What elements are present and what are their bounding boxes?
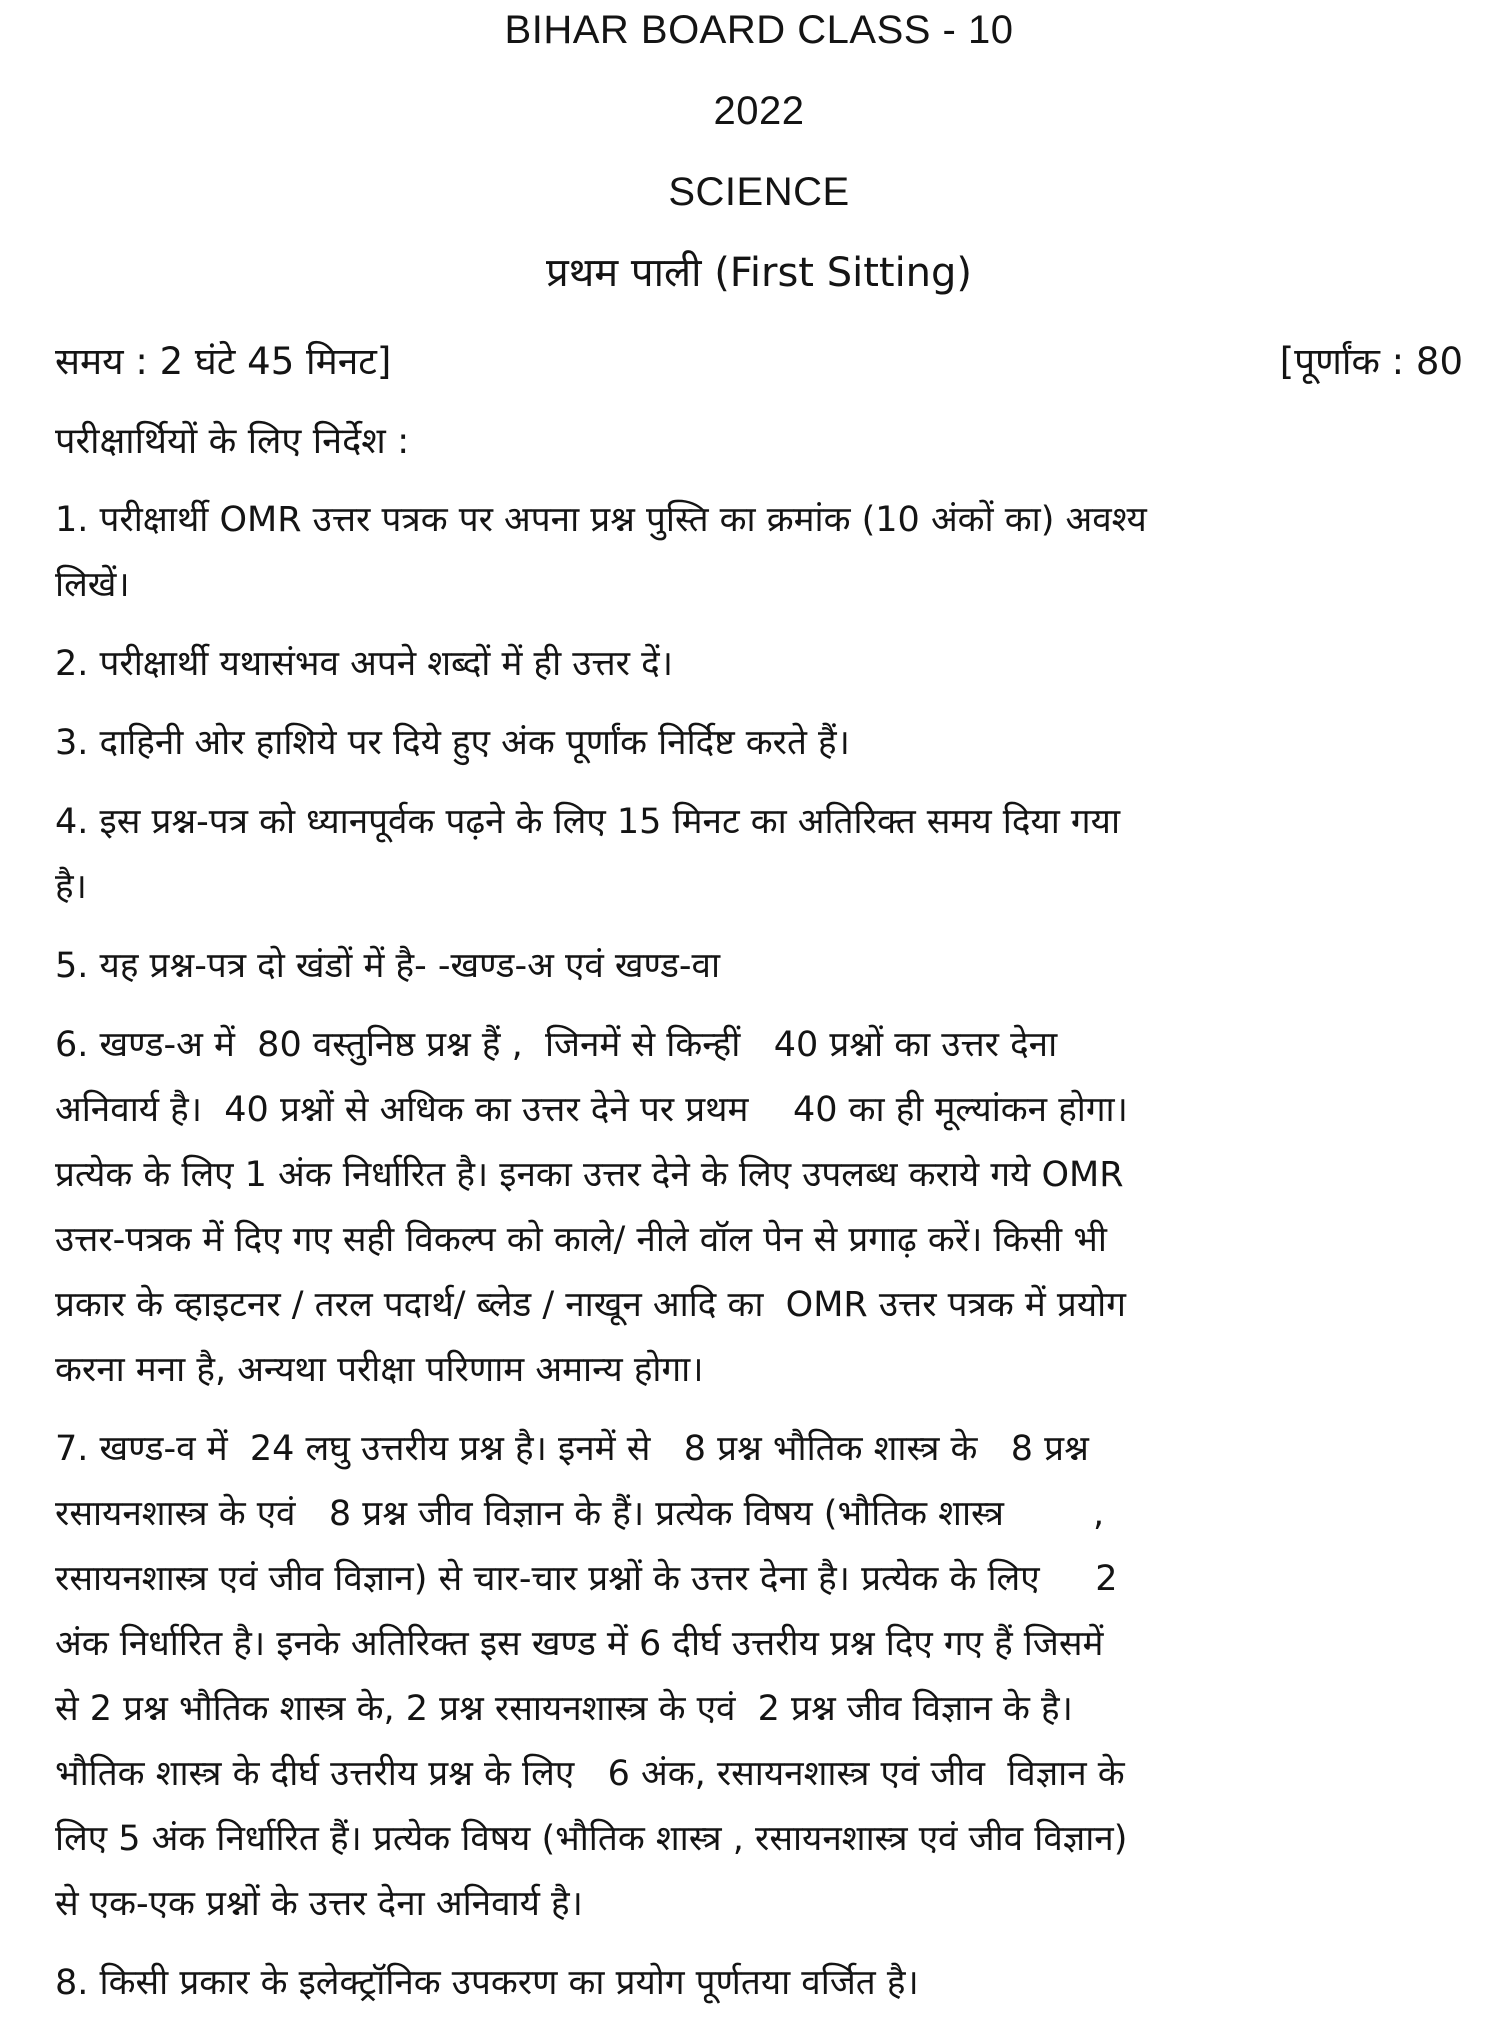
instruction-line: 8. किसी प्रकार के इलेक्ट्रॉनिक उपकरण का प्रयोग पूर्णतया वर्जित है। [55, 1963, 919, 2003]
instruction-item-6 [55, 1013, 1463, 1403]
instruction-line: 3. दाहिनी ओर हाशिये पर दिये हुए अंक पूर्णांक निर्दिष्ट करते हैं। [55, 723, 850, 763]
instruction-line: रसायनशास्त्र के एवं 8 प्रश्न जीव विज्ञान के हैं। प्रत्येक विषय (भौतिक शास्त्र , [55, 1494, 1105, 1534]
instruction-item-4 [55, 790, 1463, 920]
instruction-line: 5. यह प्रश्न-पत्र दो खंडों में है- -खण्ड-अ एवं खण्ड-वा [55, 946, 721, 986]
instruction-line: है। [55, 867, 87, 907]
exam-sitting: प्रथम पाली (First Sitting) [545, 250, 973, 296]
full-marks: [पूर्णांक : 80 [1279, 340, 1463, 383]
time-allowed: समय : 2 घंटे 45 मिनट] [55, 340, 392, 383]
instruction-line: करना मना है, अन्यथा परीक्षा परिणाम अमान्य होगा। [55, 1350, 704, 1390]
instruction-line: 4. इस प्रश्न-पत्र को ध्यानपूर्वक पढ़ने के लिए 15 मिनट का अतिरिक्त समय दिया गया [55, 802, 1121, 842]
exam-subject: SCIENCE [668, 170, 850, 214]
instruction-line: उत्तर-पत्रक में दिए गए सही विकल्प को काले/ नीले वॉल पेन से प्रगाढ़ करें। किसी भी [55, 1220, 1107, 1260]
instruction-item-1 [55, 488, 1463, 618]
meta-row [55, 330, 1463, 394]
instruction-line: लिखें। [55, 565, 130, 605]
instruction-item-8 [55, 1951, 1463, 2016]
instruction-line: 7. खण्ड-व में 24 लघु उत्तरीय प्रश्न है। इनमें से 8 प्रश्न भौतिक शास्त्र के 8 प्रश्न [55, 1429, 1089, 1469]
instruction-line: भौतिक शास्त्र के दीर्घ उत्तरीय प्रश्न के लिए 6 अंक, रसायनशास्त्र एवं जीव विज्ञान के [55, 1754, 1125, 1794]
instruction-item-5 [55, 934, 1463, 999]
instruction-line: लिए 5 अंक निर्धारित हैं। प्रत्येक विषय (भौतिक शास्त्र , रसायनशास्त्र एवं जीव विज्ञान) [55, 1819, 1128, 1859]
instruction-line: अंक निर्धारित है। इनके अतिरिक्त इस खण्ड में 6 दीर्घ उत्तरीय प्रश्न दिए गए हैं जिसमें [55, 1624, 1104, 1664]
instruction-line: से 2 प्रश्न भौतिक शास्त्र के, 2 प्रश्न रसायनशास्त्र के एवं 2 प्रश्न जीव विज्ञान के है। [55, 1689, 1073, 1729]
instruction-line: 1. परीक्षार्थी OMR उत्तर पत्रक पर अपना प्रश्न पुस्ति का क्रमांक (10 अंकों का) अवश्य [55, 500, 1147, 540]
instruction-item-3 [55, 711, 1463, 776]
exam-year: 2022 [713, 89, 805, 133]
instruction-line: रसायनशास्त्र एवं जीव विज्ञान) से चार-चार प्रश्नों के उत्तर देना है। प्रत्येक के लिए 2 [55, 1559, 1118, 1599]
instruction-item-2 [55, 632, 1463, 697]
instruction-line: 6. खण्ड-अ में 80 वस्तुनिष्ठ प्रश्न हैं , जिनमें से किन्हीं 40 प्रश्नों का उत्तर देना [55, 1025, 1058, 1065]
instruction-line: 2. परीक्षार्थी यथासंभव अपने शब्दों में ही उत्तर दें। [55, 644, 673, 684]
instructions-heading: परीक्षार्थियों के लिए निर्देश : [55, 421, 410, 462]
instruction-line: अनिवार्य है। 40 प्रश्नों से अधिक का उत्तर देने पर प्रथम 40 का ही मूल्यांकन होगा। [55, 1090, 1128, 1130]
exam-board-title: BIHAR BOARD CLASS - 10 [504, 8, 1014, 52]
instruction-line: प्रकार के व्हाइटनर / तरल पदार्थ/ ब्लेड / नाखून आदि का OMR उत्तर पत्रक में प्रयोग [55, 1285, 1126, 1325]
instruction-item-7 [55, 1417, 1463, 1937]
instruction-line: प्रत्येक के लिए 1 अंक निर्धारित है। इनका उत्तर देने के लिए उपलब्ध कराये गये OMR [55, 1155, 1124, 1195]
instruction-line: से एक-एक प्रश्नों के उत्तर देना अनिवार्य है। [55, 1884, 583, 1924]
